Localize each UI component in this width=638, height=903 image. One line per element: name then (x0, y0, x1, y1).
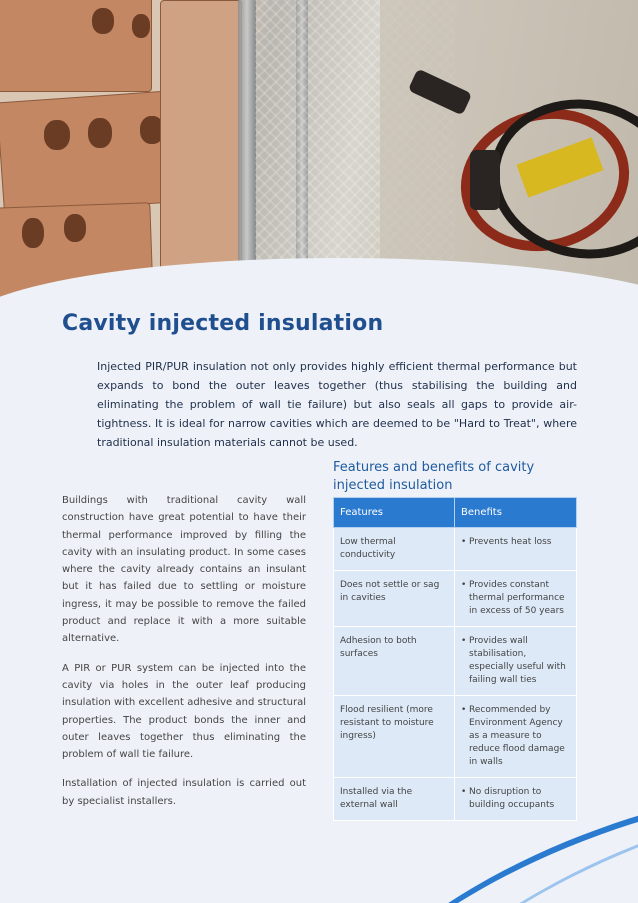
body-text (62, 492, 306, 822)
table-row (334, 696, 577, 778)
column-header-benefits: Benefits (455, 498, 577, 528)
table-row (334, 528, 577, 571)
table-title: Features and benefits of cavity injected insulation (333, 460, 535, 493)
bullet-icon: • (461, 636, 467, 646)
table-row (334, 627, 577, 696)
benefit-text: No disruption to building occupants (469, 787, 555, 810)
benefit-cell (455, 528, 577, 571)
table-row (334, 778, 577, 821)
feature-cell: Adhesion to both surfaces (334, 627, 455, 696)
benefit-cell (455, 571, 577, 627)
benefit-cell (455, 627, 577, 696)
page-title: Cavity injected insulation (62, 311, 384, 336)
intro-paragraph: Injected PIR/PUR insulation not only provides highly efficient thermal performance but expands to bond the outer leaves together (thus stabilising the building and eliminating the problem of wall tie failure) but also seals all gaps to provide air-tightness. It is ideal for narrow cavities which are deemed to be "Hard to Treat", where traditional insulation materials cannot be used. (97, 360, 577, 449)
feature-cell: Flood resilient (more resistant to moisture ingress) (334, 696, 455, 778)
bullet-icon: • (461, 537, 467, 547)
bullet-icon: • (461, 787, 467, 797)
body-paragraph: Installation of injected insulation is carried out by specialist installers. (62, 778, 306, 807)
bullet-icon: • (461, 580, 467, 590)
benefit-cell (455, 696, 577, 778)
table-row (334, 571, 577, 627)
body-paragraph: A PIR or PUR system can be injected into the cavity via holes in the outer leaf producing insulation with excellent adhesive and structural properties. The product bonds the inner and outer leaves together thus eliminating the problem of wall tie failure. (62, 662, 306, 761)
benefit-text: Provides constant thermal performance in excess of 50 years (469, 580, 565, 616)
table-header-row (334, 498, 577, 528)
bullet-icon: • (461, 705, 467, 715)
header-photo (0, 0, 638, 300)
features-benefits-table (333, 497, 577, 821)
feature-cell: Low thermal conductivity (334, 528, 455, 571)
feature-cell: Installed via the external wall (334, 778, 455, 821)
benefit-text: Provides wall stabilisation, especially useful with failing wall ties (469, 636, 566, 685)
body-paragraph: Buildings with traditional cavity wall construction have great potential to have their thermal performance improved by filling the cavity with an insulating product. In some cases where the cavity already contains an insulant but it has failed due to settling or moisture ingress, it may be possible to remove the failed product and replace it with a more suitable alternative. (62, 495, 306, 645)
benefit-text: Recommended by Environment Agency as a measure to reduce flood damage in walls (469, 705, 565, 767)
feature-cell: Does not settle or sag in cavities (334, 571, 455, 627)
benefit-text: Prevents heat loss (469, 537, 552, 547)
benefit-cell (455, 778, 577, 821)
column-header-features: Features (334, 498, 455, 528)
